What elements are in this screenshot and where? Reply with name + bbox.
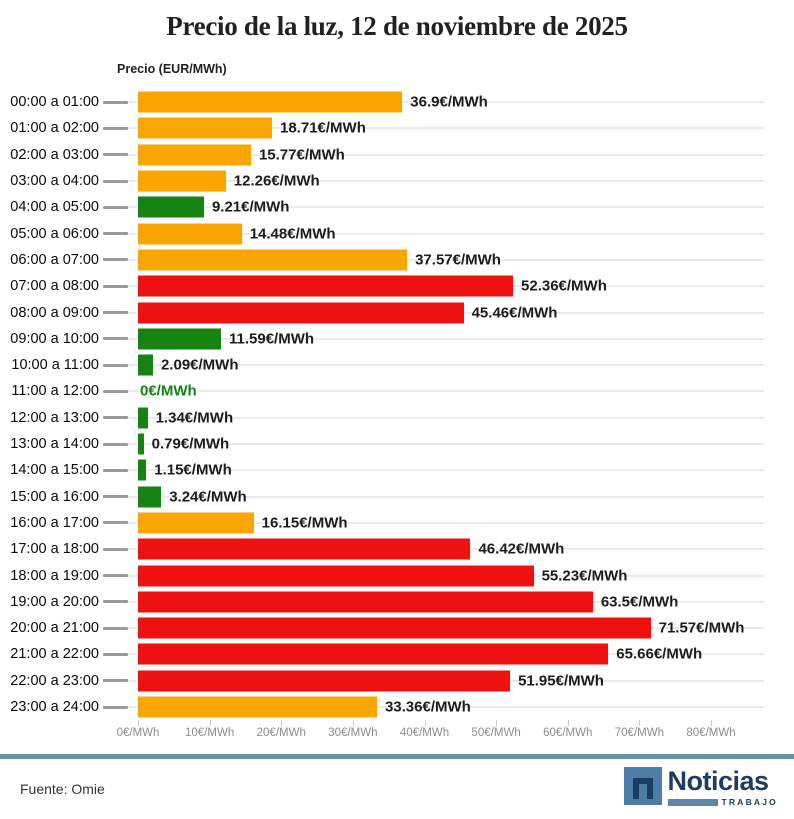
chart-row: [0, 431, 794, 457]
price-value-label: 1.15€/MWh: [154, 461, 232, 479]
price-bar: [138, 355, 153, 376]
hour-range-label: 11:00 a 12:00: [11, 383, 99, 400]
chart-row: [0, 589, 794, 615]
hour-range-label: 04:00 a 05:00: [10, 199, 99, 216]
price-value-label: 51.95€/MWh: [518, 672, 604, 690]
price-value-label: 1.34€/MWh: [155, 409, 234, 427]
price-bar: [138, 118, 272, 139]
hour-range-label: 15:00 a 16:00: [10, 488, 99, 505]
chart-row: [0, 168, 794, 194]
x-tick-icon: [425, 720, 426, 726]
y-tick-icon: [103, 574, 128, 577]
x-tick-label: 40€/MWh: [399, 727, 450, 739]
hour-range-label: 12:00 a 13:00: [10, 409, 99, 426]
price-value-label: 16.15€/MWh: [261, 514, 348, 532]
price-value-label: 0€/MWh: [140, 382, 197, 400]
y-tick-icon: [103, 337, 128, 340]
logo-brand-text: Noticias: [667, 766, 769, 796]
chart-row: [0, 89, 794, 115]
y-tick-icon: [103, 180, 128, 183]
logo-sub-text: TRABAJO: [721, 797, 778, 807]
hour-range-label: 22:00 a 23:00: [10, 672, 99, 689]
price-value-label: 18.71€/MWh: [280, 119, 366, 137]
hour-range-label: 06:00 a 07:00: [10, 251, 99, 268]
hour-range-label: 09:00 a 10:00: [10, 330, 99, 347]
y-tick-icon: [103, 548, 128, 551]
hour-range-label: 03:00 a 04:00: [10, 173, 99, 190]
chart-row: [0, 352, 794, 378]
x-tick-icon: [281, 720, 282, 726]
x-tick-label: 10€/MWh: [185, 727, 235, 739]
price-value-label: 9.21€/MWh: [211, 198, 290, 216]
price-bar: [138, 486, 161, 507]
bar-chart: [0, 89, 794, 720]
hour-range-label: 18:00 a 19:00: [10, 567, 99, 584]
price-value-label: 14.48€/MWh: [249, 225, 336, 243]
price-bar: [138, 512, 254, 533]
x-tick-label: 60€/MWh: [543, 727, 593, 739]
logo-sub-bar: [668, 799, 718, 806]
x-tick-label: 70€/MWh: [614, 727, 664, 739]
price-value-label: 36.9€/MWh: [410, 93, 488, 111]
price-bar: [138, 407, 148, 428]
price-value-label: 33.36€/MWh: [384, 698, 471, 716]
hour-range-label: 14:00 a 15:00: [10, 462, 99, 479]
chart-row: [0, 457, 794, 483]
x-tick-icon: [496, 720, 497, 726]
chart-row: [0, 641, 794, 667]
footer-divider: [0, 754, 794, 759]
price-bar: [138, 197, 204, 218]
x-tick-icon: [353, 720, 354, 726]
price-value-label: 65.66€/MWh: [616, 645, 703, 663]
chart-row: [0, 273, 794, 299]
y-tick-icon: [103, 653, 128, 656]
y-tick-icon: [103, 495, 128, 498]
hour-range-label: 23:00 a 24:00: [10, 699, 99, 716]
source-attribution: Fuente: Omie: [20, 781, 105, 797]
hour-range-label: 08:00 a 09:00: [10, 304, 99, 321]
x-tick-label: 30€/MWh: [328, 727, 378, 739]
hour-range-label: 16:00 a 17:00: [10, 514, 99, 531]
hour-range-label: 02:00 a 03:00: [10, 146, 99, 163]
hour-range-label: 13:00 a 14:00: [10, 436, 99, 453]
x-tick-label: 0€/MWh: [116, 727, 160, 739]
price-value-label: 45.46€/MWh: [471, 304, 558, 322]
y-tick-icon: [103, 679, 128, 682]
price-value-label: 0.79€/MWh: [151, 435, 230, 453]
hour-range-label: 17:00 a 18:00: [10, 541, 99, 558]
price-value-label: 63.5€/MWh: [600, 593, 679, 611]
y-tick-icon: [103, 390, 128, 393]
price-bar: [138, 644, 608, 665]
price-value-label: 12.26€/MWh: [233, 172, 320, 190]
x-tick-label: 20€/MWh: [256, 727, 306, 739]
price-bar: [138, 144, 251, 165]
y-tick-icon: [103, 364, 128, 367]
x-tick-icon: [210, 720, 211, 726]
hour-range-label: 20:00 a 21:00: [10, 620, 99, 637]
chart-row: [0, 299, 794, 325]
price-value-label: 3.24€/MWh: [169, 488, 247, 506]
y-tick-icon: [103, 285, 128, 288]
chart-row: [0, 115, 794, 141]
hour-range-label: 01:00 a 02:00: [10, 120, 99, 137]
price-bar: [138, 328, 221, 349]
chart-row: [0, 484, 794, 510]
price-bar: [138, 249, 407, 270]
hour-range-label: 21:00 a 22:00: [10, 646, 99, 663]
chart-row: [0, 142, 794, 168]
y-tick-icon: [103, 600, 128, 603]
chart-row: [0, 221, 794, 247]
price-value-label: 55.23€/MWh: [541, 567, 628, 585]
y-tick-icon: [103, 706, 128, 709]
chart-row: [0, 510, 794, 536]
x-tick-icon: [639, 720, 640, 726]
logo-n-icon: [633, 778, 653, 799]
price-value-label: 46.42€/MWh: [478, 540, 565, 558]
price-value-label: 52.36€/MWh: [521, 277, 607, 295]
price-bar: [138, 302, 464, 323]
hour-range-label: 05:00 a 06:00: [10, 225, 99, 242]
hour-range-label: 19:00 a 20:00: [10, 593, 99, 610]
y-tick-icon: [103, 311, 128, 314]
y-tick-icon: [103, 258, 128, 261]
chart-row: [0, 615, 794, 641]
chart-row: [0, 247, 794, 273]
y-tick-icon: [103, 127, 128, 130]
price-value-label: 2.09€/MWh: [160, 356, 239, 374]
y-tick-icon: [103, 232, 128, 235]
chart-row: [0, 378, 794, 404]
x-tick-icon: [711, 720, 712, 726]
price-value-label: 15.77€/MWh: [258, 146, 345, 164]
y-tick-icon: [103, 153, 128, 156]
y-tick-icon: [103, 443, 128, 446]
page-title: Precio de la luz, 12 de noviembre de 2025: [166, 11, 628, 41]
y-tick-icon: [103, 101, 128, 104]
x-tick-icon: [138, 720, 139, 726]
axis-title: Precio (EUR/MWh): [117, 62, 227, 76]
y-tick-icon: [103, 206, 128, 209]
y-tick-icon: [103, 521, 128, 524]
hour-range-label: 10:00 a 11:00: [11, 357, 99, 374]
x-tick-icon: [568, 720, 569, 726]
x-tick-label: 80€/MWh: [686, 727, 736, 739]
hour-range-label: 07:00 a 08:00: [10, 278, 99, 295]
price-bar: [138, 223, 242, 244]
logo-square-icon: [624, 767, 662, 805]
hour-range-label: 00:00 a 01:00: [10, 94, 99, 111]
price-value-label: 37.57€/MWh: [415, 251, 501, 269]
y-tick-icon: [103, 627, 128, 630]
price-value-label: 11.59€/MWh: [229, 330, 315, 348]
price-bar: [138, 171, 226, 192]
y-tick-icon: [103, 469, 128, 472]
price-bar: [138, 591, 593, 612]
x-axis: [0, 720, 794, 744]
grid-line: [104, 390, 764, 392]
chart-row: [0, 405, 794, 431]
x-tick-label: 50€/MWh: [471, 727, 521, 739]
price-bar: [138, 670, 510, 691]
price-bar: [138, 460, 146, 481]
price-bar: [138, 697, 377, 718]
chart-row: [0, 694, 794, 720]
price-bar: [138, 276, 513, 297]
price-bar: [138, 539, 470, 560]
chart-row: [0, 562, 794, 588]
price-value-label: 71.57€/MWh: [658, 619, 745, 637]
chart-row: [0, 536, 794, 562]
price-bar: [138, 92, 402, 113]
y-tick-icon: [103, 416, 128, 419]
price-bar: [138, 434, 144, 455]
noticias-trabajo-logo: [624, 767, 779, 807]
chart-row: [0, 194, 794, 220]
chart-row: [0, 326, 794, 352]
chart-row: [0, 668, 794, 694]
price-bar: [138, 618, 651, 639]
price-bar: [138, 565, 534, 586]
